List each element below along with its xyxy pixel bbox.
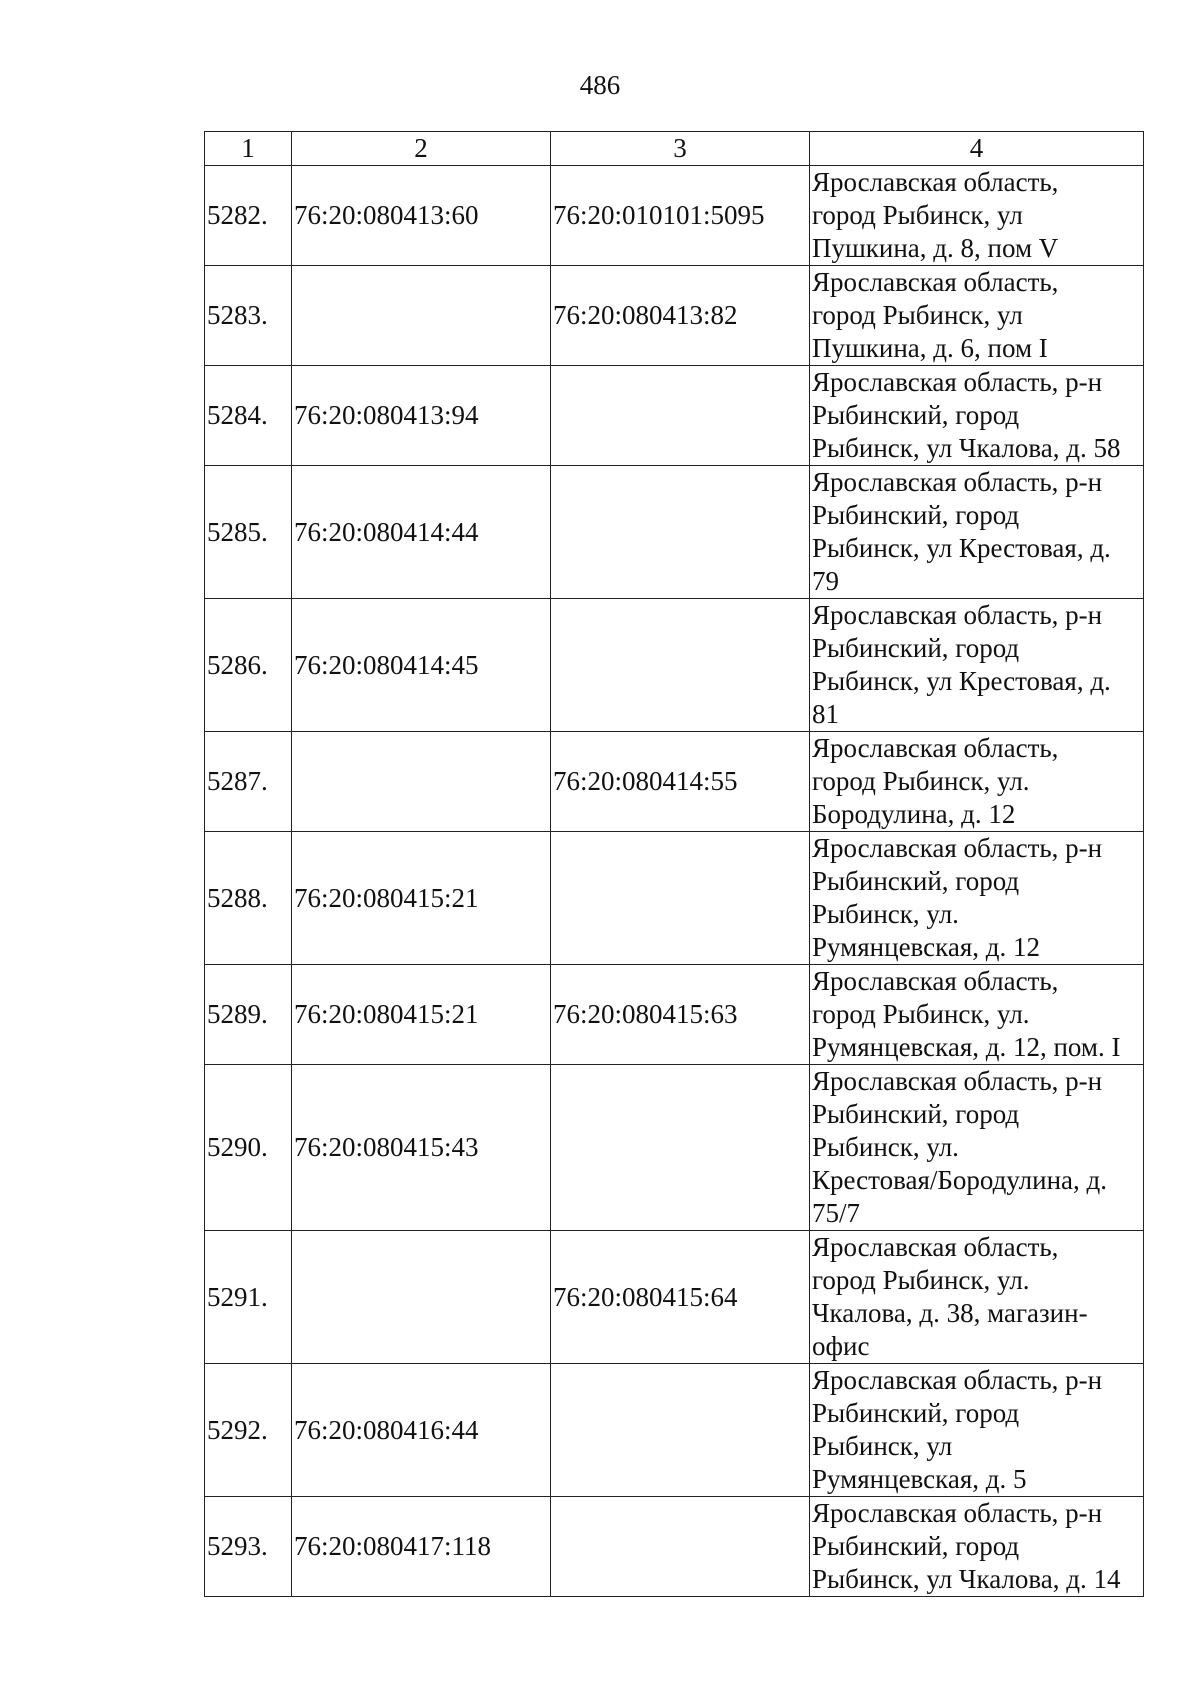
row-number-cell: 5293. bbox=[205, 1497, 292, 1597]
row-number-cell: 5292. bbox=[205, 1364, 292, 1497]
address-line: Ярославская область, bbox=[812, 167, 1059, 197]
header-row bbox=[205, 132, 1144, 166]
row-number-cell: 5291. bbox=[205, 1231, 292, 1364]
table-row bbox=[205, 599, 1144, 732]
table-row bbox=[205, 366, 1144, 466]
cadastral-number-cell bbox=[551, 366, 810, 466]
address-line: 79 bbox=[812, 566, 839, 596]
address-line: Рыбинск, ул Чкалова, д. 14 bbox=[812, 1564, 1121, 1594]
table-row bbox=[205, 732, 1144, 832]
cadastral-number-cell: 76:20:010101:5095 bbox=[551, 166, 810, 266]
address-line: город Рыбинск, ул. bbox=[812, 999, 1030, 1029]
cadastral-number-cell bbox=[551, 1065, 810, 1231]
address-line: Ярославская область, bbox=[812, 267, 1059, 297]
cadastral-number-cell: 76:20:080414:45 bbox=[292, 599, 551, 732]
address-cell bbox=[810, 965, 1144, 1065]
column-header-3: 3 bbox=[551, 132, 810, 166]
cadastral-number-cell: 76:20:080417:118 bbox=[292, 1497, 551, 1597]
address-line: город Рыбинск, ул bbox=[812, 200, 1023, 230]
cadastral-number-cell bbox=[551, 599, 810, 732]
cadastral-number-cell bbox=[551, 832, 810, 965]
table-row bbox=[205, 1497, 1144, 1597]
address-line: 81 bbox=[812, 699, 839, 729]
cadastral-number-cell: 76:20:080416:44 bbox=[292, 1364, 551, 1497]
cadastral-number-cell: 76:20:080413:82 bbox=[551, 266, 810, 366]
address-line: Рыбинский, город bbox=[812, 633, 1020, 663]
cadastral-number-cell: 76:20:080414:44 bbox=[292, 466, 551, 599]
address-cell bbox=[810, 466, 1144, 599]
address-line: Ярославская область, bbox=[812, 966, 1059, 996]
cadastral-number-cell bbox=[292, 1231, 551, 1364]
address-line: Рыбинский, город bbox=[812, 866, 1020, 896]
address-line: Чкалова, д. 38, магазин- bbox=[812, 1298, 1088, 1328]
address-line: 75/7 bbox=[812, 1198, 861, 1228]
row-number-cell: 5289. bbox=[205, 965, 292, 1065]
table-row bbox=[205, 466, 1144, 599]
row-number-cell: 5284. bbox=[205, 366, 292, 466]
address-line: Рыбинск, ул Крестовая, д. bbox=[812, 533, 1111, 563]
address-line: Рыбинск, ул Крестовая, д. bbox=[812, 666, 1111, 696]
address-line: Бородулина, д. 12 bbox=[812, 799, 1016, 829]
address-line: город Рыбинск, ул. bbox=[812, 766, 1030, 796]
row-number-cell: 5286. bbox=[205, 599, 292, 732]
address-line: Рыбинский, город bbox=[812, 1099, 1020, 1129]
address-line: Рыбинский, город bbox=[812, 1398, 1020, 1428]
table-row bbox=[205, 266, 1144, 366]
cadastral-number-cell bbox=[551, 1497, 810, 1597]
address-line: Ярославская область, bbox=[812, 1232, 1059, 1262]
address-cell bbox=[810, 1231, 1144, 1364]
address-cell bbox=[810, 166, 1144, 266]
table-row bbox=[205, 832, 1144, 965]
cadastral-number-cell bbox=[292, 266, 551, 366]
cadastral-number-cell bbox=[551, 1364, 810, 1497]
cadastral-number-cell bbox=[292, 732, 551, 832]
address-line: Рыбинский, город bbox=[812, 400, 1020, 430]
row-number-cell: 5287. bbox=[205, 732, 292, 832]
address-line: Пушкина, д. 6, пом I bbox=[812, 333, 1048, 363]
address-cell bbox=[810, 599, 1144, 732]
address-line: Рыбинск, ул Чкалова, д. 58 bbox=[812, 433, 1121, 463]
row-number-cell: 5290. bbox=[205, 1065, 292, 1231]
address-line: Ярославская область, bbox=[812, 733, 1059, 763]
column-header-4: 4 bbox=[810, 132, 1144, 166]
column-header-1: 1 bbox=[205, 132, 292, 166]
address-line: Крестовая/Бородулина, д. bbox=[812, 1165, 1108, 1195]
cadastral-number-cell: 76:20:080415:21 bbox=[292, 965, 551, 1065]
cadastral-number-cell: 76:20:080414:55 bbox=[551, 732, 810, 832]
address-line: Ярославская область, р-н bbox=[812, 1498, 1103, 1528]
address-line: Рыбинский, город bbox=[812, 500, 1020, 530]
cadastral-number-cell: 76:20:080415:21 bbox=[292, 832, 551, 965]
address-cell bbox=[810, 1497, 1144, 1597]
registry-table bbox=[204, 131, 1144, 1597]
address-line: Ярославская область, р-н bbox=[812, 1365, 1103, 1395]
address-cell bbox=[810, 366, 1144, 466]
address-line: Пушкина, д. 8, пом V bbox=[812, 233, 1059, 263]
address-line: Ярославская область, р-н bbox=[812, 367, 1103, 397]
cadastral-number-cell: 76:20:080413:94 bbox=[292, 366, 551, 466]
table-row bbox=[205, 1364, 1144, 1497]
address-cell bbox=[810, 1065, 1144, 1231]
row-number-cell: 5282. bbox=[205, 166, 292, 266]
page-number: 486 bbox=[579, 70, 621, 100]
address-cell bbox=[810, 832, 1144, 965]
address-line: Ярославская область, р-н bbox=[812, 467, 1103, 497]
address-cell bbox=[810, 732, 1144, 832]
cadastral-number-cell: 76:20:080415:64 bbox=[551, 1231, 810, 1364]
row-number-cell: 5285. bbox=[205, 466, 292, 599]
column-header-2: 2 bbox=[292, 132, 551, 166]
address-line: офис bbox=[812, 1331, 870, 1361]
cadastral-number-cell bbox=[551, 466, 810, 599]
address-line: Румянцевская, д. 12 bbox=[812, 932, 1040, 962]
cadastral-number-cell: 76:20:080413:60 bbox=[292, 166, 551, 266]
address-line: город Рыбинск, ул bbox=[812, 300, 1023, 330]
address-line: Румянцевская, д. 5 bbox=[812, 1464, 1027, 1494]
table-row bbox=[205, 1065, 1144, 1231]
row-number-cell: 5283. bbox=[205, 266, 292, 366]
table-row bbox=[205, 1231, 1144, 1364]
cadastral-number-cell: 76:20:080415:43 bbox=[292, 1065, 551, 1231]
table-row bbox=[205, 965, 1144, 1065]
address-line: Рыбинский, город bbox=[812, 1531, 1020, 1561]
address-line: Рыбинск, ул. bbox=[812, 899, 959, 929]
table-body bbox=[205, 166, 1144, 1597]
address-line: Ярославская область, р-н bbox=[812, 1066, 1103, 1096]
table-row bbox=[205, 166, 1144, 266]
address-line: Ярославская область, р-н bbox=[812, 600, 1103, 630]
address-cell bbox=[810, 1364, 1144, 1497]
row-number-cell: 5288. bbox=[205, 832, 292, 965]
address-cell bbox=[810, 266, 1144, 366]
address-line: Румянцевская, д. 12, пом. I bbox=[812, 1032, 1121, 1062]
address-line: Рыбинск, ул bbox=[812, 1431, 953, 1461]
address-line: город Рыбинск, ул. bbox=[812, 1265, 1030, 1295]
address-line: Ярославская область, р-н bbox=[812, 833, 1103, 863]
cadastral-number-cell: 76:20:080415:63 bbox=[551, 965, 810, 1065]
table-header bbox=[205, 132, 1144, 166]
address-line: Рыбинск, ул. bbox=[812, 1132, 959, 1162]
